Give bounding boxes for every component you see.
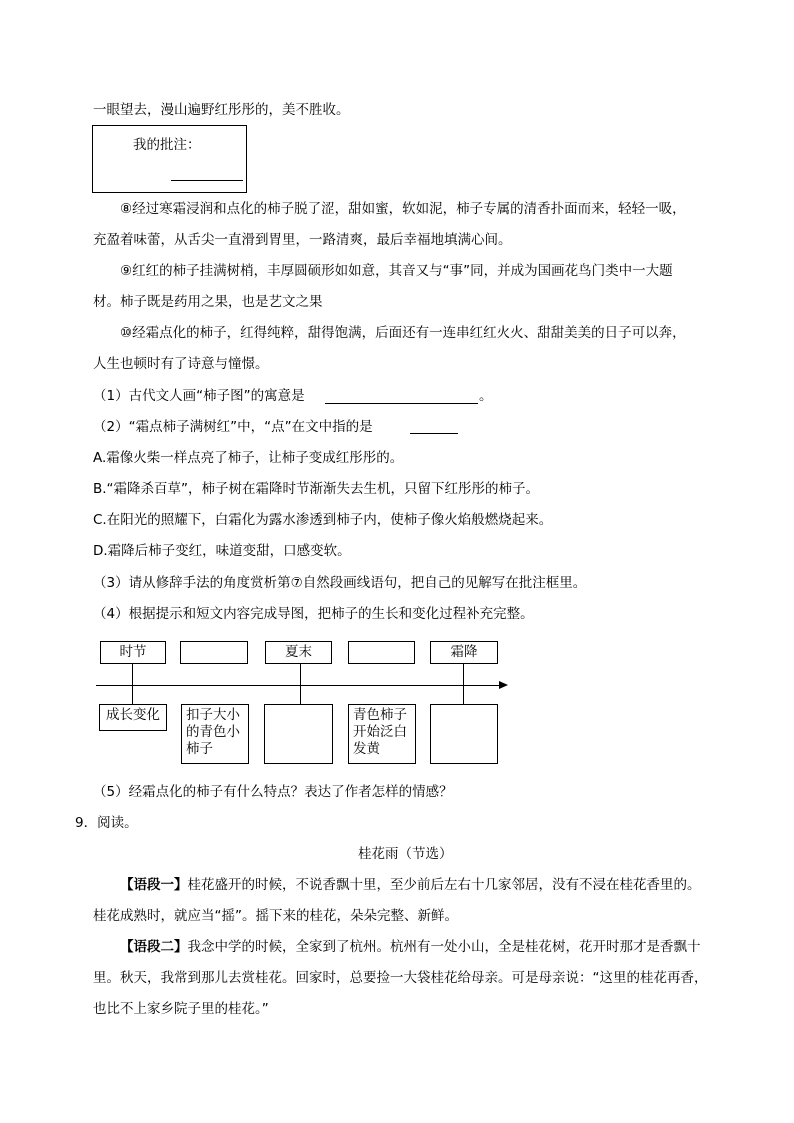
map-bottom-box-1: 成长变化 [99,704,167,731]
arrow-head-icon [499,681,508,689]
map-top-box-5: 霜降 [430,641,498,664]
option-d: D.霜降后柿子变红，味道变甜，口感变软。 [93,543,351,559]
map-bottom-box-5-blank[interactable] [430,704,498,764]
paragraph-1-text: 桂花盛开的时候，不说香飘十里，至少前后左右十几家邻居，没有不浸在桂花香里的。 [187,877,701,893]
connector [300,663,301,705]
question-1: （1）古代文人画“柿子图”的寓意是 [93,388,305,404]
question-1-end: 。 [479,388,493,404]
connector [463,663,464,705]
map-top-box-2-blank[interactable] [180,641,248,664]
passage-title: 桂花雨（节选） [358,846,453,862]
question-4: （4）根据提示和短文内容完成导图，把柿子的生长和变化过程补充完整。 [93,606,534,622]
question-3: （3）请从修辞手法的角度赏析第⑦自然段画线语句，把自己的见解写在批注框里。 [93,575,587,591]
paragraph-10-line-2: 人生也顿时有了诗意与憧憬。 [93,356,269,372]
annotation-blank [171,180,243,181]
map-bottom-box-4: 青色柿子 开始泛白 发黄 [348,704,416,764]
question-5: （5）经霜点化的柿子有什么特点？表达了作者怎样的情感？ [93,784,453,800]
question-2-blank[interactable] [410,433,458,434]
passage-paragraph-2-line-1 [120,941,701,955]
paragraph-1-tag: 【语段一】 [120,877,188,893]
map-top-box-1: 时节 [100,641,166,664]
paragraph-2-tag: 【语段二】 [120,939,188,955]
paragraph-9-line-2: 材。柿子既是药用之果，也是艺文之果 [93,294,323,310]
option-a: A.霜像火柴一样点亮了柿子，让柿子变成红彤彤的。 [93,450,404,466]
passage-paragraph-2-line-3: 也比不上家乡院子里的桂花。” [93,1001,269,1017]
section-9-heading: 9．阅读。 [75,815,138,831]
timeline-line [96,685,500,686]
map-bottom-box-2: 扣子大小 的青色小 柿子 [181,704,249,764]
question-2: （2）“霜点柿子满树红”中，“点”在文中指的是 [93,419,373,435]
question-1-blank[interactable] [325,403,478,404]
map-top-box-3: 夏末 [265,641,332,664]
paragraph-9-line-1: ⑨红红的柿子挂满树梢，丰厚圆硕形如如意，其音又与“事”同，并成为国画花鸟门类中一大题 [120,263,673,279]
connector [132,663,133,705]
passage-paragraph-1-line-1 [120,879,701,893]
paragraph-8-line-1: ⑧经过寒霜浸润和点化的柿子脱了涩，甜如蜜，软如泥，柿子专属的清香扑面而来，轻轻一吸， [120,201,686,217]
annotation-box[interactable] [92,125,247,193]
annotation-label: 我的批注： [133,137,201,153]
paragraph-2-text: 我念中学的时候，全家到了杭州。杭州有一处小山，全是桂花树，花开时那才是香飘十 [187,939,701,955]
option-c: C.在阳光的照耀下，白霜化为露水渗透到柿子内，使柿子像火焰般燃烧起来。 [93,512,553,528]
paragraph-10-line-1: ⑩经霜点化的柿子，红得纯粹，甜得饱满，后面还有一连串红红火火、甜甜美美的日子可以奔， [120,325,686,341]
map-top-box-4-blank[interactable] [348,641,415,664]
passage-paragraph-2-line-2: 里。秋天，我常到那儿去赏桂花。回家时，总要捡一大袋桂花给母亲。可是母亲说：“这里的桂花再香， [93,970,708,986]
passage-paragraph-1-line-2: 桂花成熟时，就应当“摇”。摇下来的桂花，朵朵完整、新鲜。 [93,908,458,924]
paragraph-8-line-2: 充盈着味蕾，从舌尖一直滑到胃里，一路清爽，最后幸福地填满心间。 [93,232,512,248]
text-line: 一眼望去，漫山遍野红彤彤的，美不胜收。 [93,102,350,118]
map-bottom-box-3-blank[interactable] [264,704,333,764]
option-b: B.“霜降杀百草”，柿子树在霜降时节渐渐失去生机，只留下红彤彤的柿子。 [93,481,540,497]
